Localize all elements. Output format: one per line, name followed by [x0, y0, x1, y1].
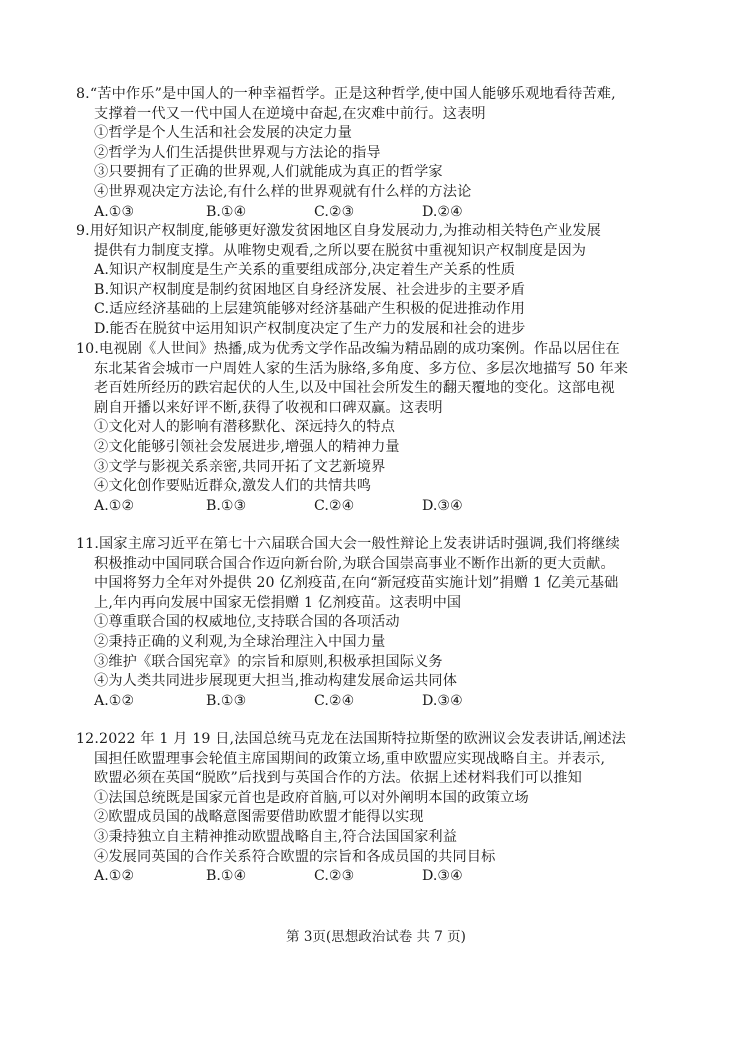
question-stem-line: 10.电视剧《人世间》热播,成为优秀文学作品改编为精品剧的成功案例。作品以居住在 [76, 341, 620, 357]
statement: ①文化对人的影响有潜移默化、深远持久的特点 [94, 419, 396, 436]
option-b: B.知识产权制度是制约贫困地区自身经济发展、社会进步的主要矛盾 [94, 281, 526, 298]
option-d: D.③④ [422, 497, 463, 514]
question-12 [76, 730, 696, 887]
question-10 [76, 340, 696, 516]
answer-options [76, 203, 696, 223]
statement: ③维护《联合国宪章》的宗旨和原则,积极承担国际义务 [94, 653, 443, 670]
question-stem-line: 中国将努力全年对外提供 20 亿剂疫苗,在向“新冠疫苗实施计划”捐赠 1 亿美元基础 [94, 575, 619, 592]
answer-options [76, 692, 696, 712]
option-d: D.③④ [422, 692, 463, 709]
question-stem-line: 9.用好知识产权制度,能够更好激发贫困地区自身发展动力,为推动相关特色产业发展 [76, 223, 601, 239]
question-stem-line: 11.国家主席习近平在第七十六届联合国大会一般性辩论上发表讲话时强调,我们将继续 [76, 536, 620, 552]
option-a: A.①② [94, 868, 135, 885]
option-a: A.知识产权制度是生产关系的重要组成部分,决定着生产关系的性质 [94, 262, 516, 279]
option-b: B.①③ [206, 497, 247, 514]
question-stem-line: 老百姓所经历的跌宕起伏的人生,以及中国社会所发生的翻天覆地的变化。这部电视 [94, 380, 615, 397]
question-stem-line: 积极推动中国同联合国合作迈向新台阶,为联合国崇高事业不断作出新的更大贡献。 [94, 555, 615, 572]
statement: ③文学与影视关系亲密,共同开拓了文艺新境界 [94, 458, 386, 475]
answer-options [76, 497, 696, 517]
option-d: D.能否在脱贫中运用知识产权制度决定了生产力的发展和社会的进步 [94, 320, 526, 337]
statement: ②欧盟成员国的战略意图需要借助欧盟才能得以实现 [94, 809, 424, 826]
option-a: A.①③ [94, 203, 135, 220]
question-stem-line: 提供有力制度支撑。从唯物史观看,之所以要在脱贫中重视知识产权制度是因为 [94, 242, 587, 259]
statement: ①尊重联合国的权威地位,支持联合国的各项活动 [94, 614, 400, 631]
option-c: C.②③ [314, 868, 355, 885]
statement: ④世界观决定方法论,有什么样的世界观就有什么样的方法论 [94, 183, 472, 200]
question-stem-line: 支撑着一代又一代中国人在逆境中奋起,在灾难中前行。这表明 [94, 105, 486, 122]
statement: ③只要拥有了正确的世界观,人们就能成为真正的哲学家 [94, 164, 443, 181]
statement: ②哲学为人们生活提供世界观与方法论的指导 [94, 144, 381, 161]
option-c: C.适应经济基础的上层建筑能够对经济基础产生积极的促进推动作用 [94, 301, 525, 318]
question-stem-line: 东北某省会城市一户周姓人家的生活为脉络,多角度、多方位、多层次地描写 50 年来 [94, 360, 629, 377]
option-a: A.①② [94, 497, 135, 514]
question-8 [76, 85, 696, 222]
option-d: D.③④ [422, 868, 463, 885]
option-d: D.②④ [422, 203, 463, 220]
question-stem-line: 剧自开播以来好评不断,获得了收视和口碑双赢。这表明 [94, 399, 443, 416]
option-c: C.②④ [314, 692, 355, 709]
option-b: B.①④ [206, 868, 247, 885]
question-11 [76, 535, 696, 711]
statement: ③秉持独立自主精神推动欧盟战略自主,符合法国国家利益 [94, 828, 458, 845]
question-9 [76, 222, 696, 340]
statement: ④为人类共同进步展现更大担当,推动构建发展命运共同体 [94, 673, 458, 690]
statement: ①法国总统既是国家元首也是政府首脑,可以对外阐明本国的政策立场 [94, 789, 529, 806]
option-a: A.①② [94, 692, 135, 709]
option-b: B.①③ [206, 692, 247, 709]
statement: ②文化能够引领社会发展进步,增强人的精神力量 [94, 438, 400, 455]
question-stem-line: 12.2022 年 1 月 19 日,法国总统马克龙在法国斯特拉斯堡的欧洲议会发表讲话,阐述法 [76, 731, 626, 747]
statement: ②秉持正确的义利观,为全球治理注入中国力量 [94, 633, 386, 650]
question-stem-line: 欧盟必须在英国“脱欧”后找到与英国合作的方法。依据上述材料我们可以推知 [94, 770, 582, 787]
question-stem-line: 国担任欧盟理事会轮值主席国期间的政策立场,重申欧盟应实现战略自主。并表示, [94, 750, 606, 767]
page-footer: 第 3页(思想政治试卷 共 7 页) [286, 929, 466, 945]
option-c: C.②③ [314, 203, 355, 220]
statement: ①哲学是个人生活和社会发展的决定力量 [94, 125, 353, 142]
option-b: B.①④ [206, 203, 247, 220]
question-stem-line: 上,年内再向发展中国家无偿捐赠 1 亿剂疫苗。这表明中国 [94, 594, 462, 611]
statement: ④文化创作要贴近群众,激发人们的共情共鸣 [94, 478, 372, 495]
question-stem-line: 8.“苦中作乐”是中国人的一种幸福哲学。正是这种哲学,使中国人能够乐观地看待苦难, [76, 86, 616, 102]
statement: ④发展同英国的合作关系符合欧盟的宗旨和各成员国的共同目标 [94, 848, 496, 865]
answer-options [76, 867, 696, 887]
option-c: C.②④ [314, 497, 355, 514]
